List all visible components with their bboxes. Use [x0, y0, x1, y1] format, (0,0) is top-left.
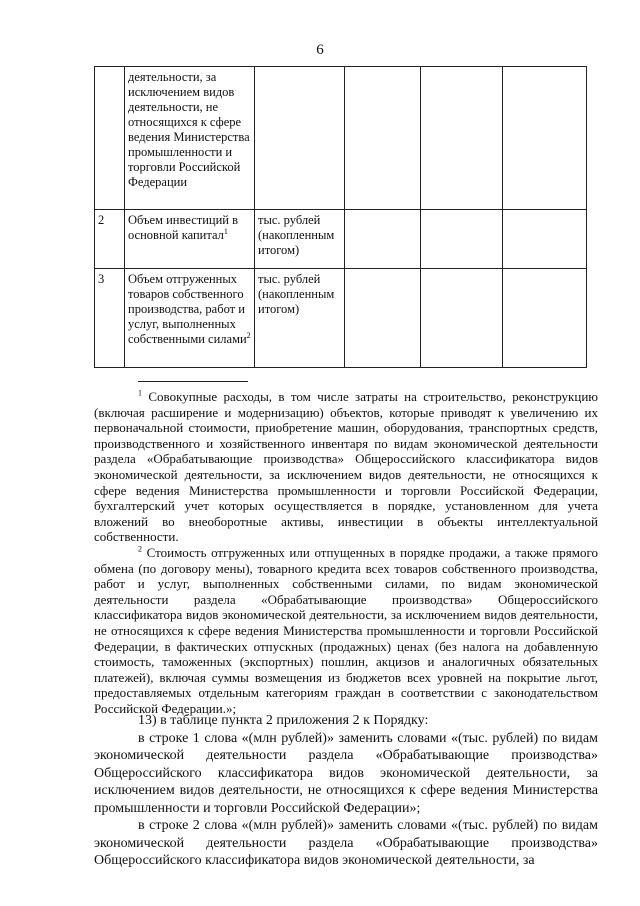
- footnote-1: [94, 389, 598, 545]
- unit-cell: тыс. рублей (накопленным итогом): [255, 269, 345, 368]
- footnote-text: Стоимость отгруженных или отпущенных в порядке продажи, а также прямого обмена (по договору мены), товарного кредита всех товаров собственного производства, работ и услуг, выполненных собственными силами, по видам экономической деятельности раздела «Обрабатывающие производства» Общероссийского классификатора видов экономической деятельности, за исключением видов деятельности, не относящихся к сфере ведения Министерства промышленности и торговли Российской Федерации, в фактических отпускных (продажных) ценах (без налога на добавленную стоимость, таможенных (экспортных) пошлин, акцизов и аналогичных обязательных платежей), включая суммы возмещения из бюджетов всех уровней на покрытие льгот, предоставляемых отдельным категориям граждан в соответствии с законодательством Российской Федерации.»;: [94, 544, 598, 716]
- value-cell: [421, 269, 503, 368]
- table-row: [95, 67, 587, 210]
- row-number-cell: 2: [95, 210, 125, 269]
- paragraph: в строке 2 слова «(млн рублей)» заменить словами «(тыс. рублей) по видам экономической деятельности раздела «Обрабатывающие производства» Общероссийского классификатора видов экономической деятельности, за: [94, 818, 598, 868]
- indicator-cell: [125, 269, 255, 368]
- page-number: 6: [316, 42, 324, 58]
- indicator-text: Объем отгруженных товаров собственного производства, работ и услуг, выполненных собственными силами: [128, 272, 247, 346]
- row-number-cell: [95, 67, 125, 210]
- footnote-ref: 1: [223, 226, 228, 236]
- indicator-text: Объем инвестиций в основной капитал: [128, 213, 238, 242]
- row-number-cell: 3: [95, 269, 125, 368]
- value-cell: [345, 269, 421, 368]
- value-cell: [503, 210, 587, 269]
- value-cell: [421, 67, 503, 210]
- indicator-text: деятельности, за исключением видов деятельности, не относящихся к сфере ведения Министерства промышленности и торговли Российской Федерации: [128, 70, 250, 189]
- value-cell: [421, 210, 503, 269]
- footnote-text: Совокупные расходы, в том числе затраты на строительство, реконструкцию (включая расширение и модернизацию) объектов, которые приводят к увеличению их первоначальной стоимости, приобретение машин, оборудования, транспортных средств, производственного и хозяйственного инвентаря по видам экономической деятельности раздела «Обрабатывающие производства» Общероссийского классификатора видов экономической деятельности, за исключением видов деятельности, не относящихся к сфере ведения Министерства промышленности и торговли Российской Федерации, бухгалтерский учет которых осуществляется в порядке, установленном для учета вложений во внеоборотные активы, инвестиции в объекты интеллектуальной собственности.: [94, 389, 599, 545]
- table-row: [95, 269, 587, 368]
- footnote-separator: [138, 381, 248, 382]
- paragraph: в строке 1 слова «(млн рублей)» заменить словами «(тыс. рублей) по видам экономической деятельности раздела «Обрабатывающие производства» Общероссийского классификатора видов экономической деятельности, за исключением видов деятельности, не относящихся к сфере ведения Министерства промышленности и торговли Российской Федерации»;: [94, 730, 598, 816]
- indicator-cell: [125, 210, 255, 269]
- value-cell: [345, 210, 421, 269]
- footnote-mark: 2: [138, 544, 142, 554]
- footnotes: [94, 389, 598, 716]
- unit-cell: [255, 67, 345, 210]
- footnote-ref: 2: [246, 330, 251, 340]
- table-row: [95, 210, 587, 269]
- footnote-mark: 1: [138, 388, 142, 398]
- indicators-table: [94, 66, 587, 368]
- value-cell: [503, 269, 587, 368]
- indicator-cell: [125, 67, 255, 210]
- paragraph: 13) в таблице пункта 2 приложения 2 к Порядку:: [138, 713, 429, 728]
- footnote-2: [94, 545, 598, 717]
- value-cell: [503, 67, 587, 210]
- amendments-text: [94, 712, 598, 870]
- value-cell: [345, 67, 421, 210]
- unit-cell: тыс. рублей (накопленным итогом): [255, 210, 345, 269]
